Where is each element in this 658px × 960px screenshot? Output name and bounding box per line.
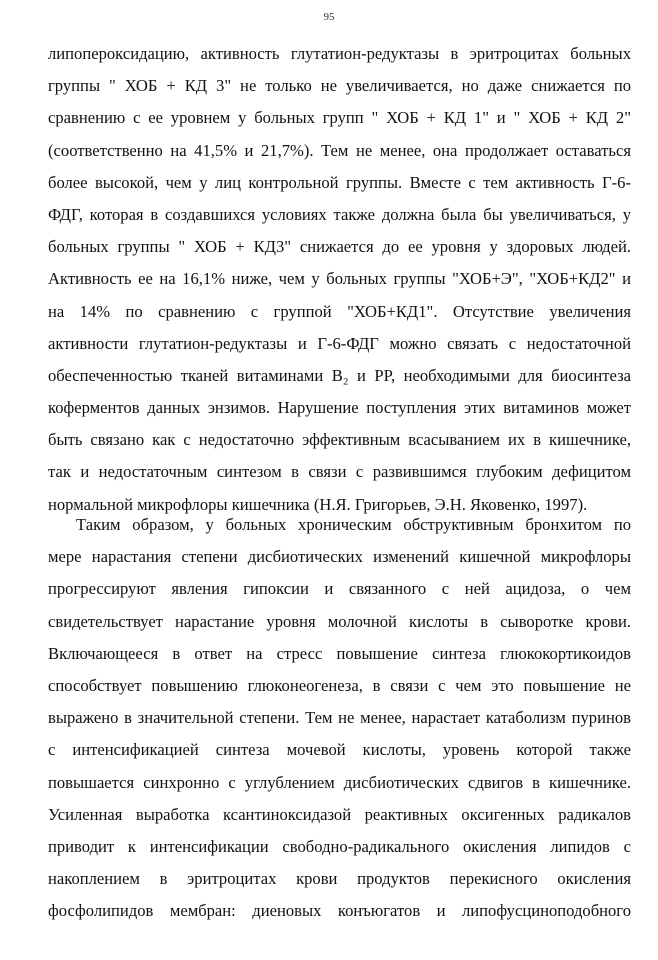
text-line: с интенсификацией синтеза мочевой кислоты, уровень которой также [48,740,631,760]
text-line: больных группы " ХОБ + КД3" снижается до ее уровня у здоровых людей. [48,237,631,257]
text-line: накоплением в эритроцитах крови продуктов перекисного окисления [48,869,631,889]
page-number: 95 [323,11,335,23]
text-line: (соответственно на 41,5% и 21,7%). Тем не менее, она продолжает оставаться [48,140,631,160]
text-line: приводит к интенсификации свободно-радикального окисления липидов с [48,836,631,856]
text-line: группы " ХОБ + КД 3" не только не увеличивается, но даже снижается по [48,76,631,96]
text-line: коферментов данных энзимов. Нарушение поступления этих витаминов может [48,398,631,418]
text-line: на 14% по сравнению с группой "ХОБ+КД1". Отсутствие увеличения [48,301,631,321]
paragraph-2 [48,509,631,927]
text-line: прогрессируют явления гипоксии и связанного с ней ацидоза, о чем [48,579,631,599]
text-line: свидетельствует нарастание уровня молочной кислоты в сыворотке крови. [48,611,631,631]
text-line: так и недостаточным синтезом в связи с развившимся глубоким дефицитом [48,462,631,482]
text-line: Таким образом, у больных хроническим обструктивным бронхитом по [76,515,631,534]
text-line: выражено в значительной степени. Тем не менее, нарастает катаболизм пуринов [48,708,631,728]
text-line: Активность ее на 16,1% ниже, чем у больных группы "ХОБ+Э", "ХОБ+КД2" и [48,269,631,289]
text-line: повышается синхронно с углублением дисбиотических сдвигов в кишечнике. [48,772,631,792]
text-line: фосфолипидов мембран: диеновых конъюгатов и липофусциноподобного [48,901,631,921]
text-line: нормальной микрофлоры кишечника (Н.Я. Григорьев, Э.Н. Яковенко, 1997). [48,494,588,514]
text-line: сравнению с ее уровнем у больных групп " ХОБ + КД 1" и " ХОБ + КД 2" [48,108,631,128]
text-line: Усиленная выработка ксантиноксидазой реактивных оксигенных радикалов [48,804,631,824]
text-line: мере нарастания степени дисбиотических изменений кишечной микрофлоры [48,547,631,567]
text-line: липопероксидацию, активность глутатион-редуктазы в эритроцитах больных [48,44,631,63]
paragraph-1 [48,38,631,521]
text-line: Включающееся в ответ на стресс повышение синтеза глюкокортикоидов [48,643,631,663]
text-line: ФДГ, которая в создавшихся условиях также должна была бы увеличиваться, у [48,204,631,224]
text-line: активности глутатион-редуктазы и Г-6-ФДГ можно связать с недостаточной [48,333,631,353]
text-line: обеспеченностью тканей витаминами B₂ и PP, необходимыми для биосинтеза [48,365,631,385]
text-line: способствует повышению глюконеогенеза, в связи с чем это повышение не [48,675,631,695]
text-line: более высокой, чем у лиц контрольной группы. Вместе с тем активность Г-6- [48,172,631,192]
text-line: быть связано как с недостаточно эффективным всасыванием их в кишечнике, [48,430,631,450]
